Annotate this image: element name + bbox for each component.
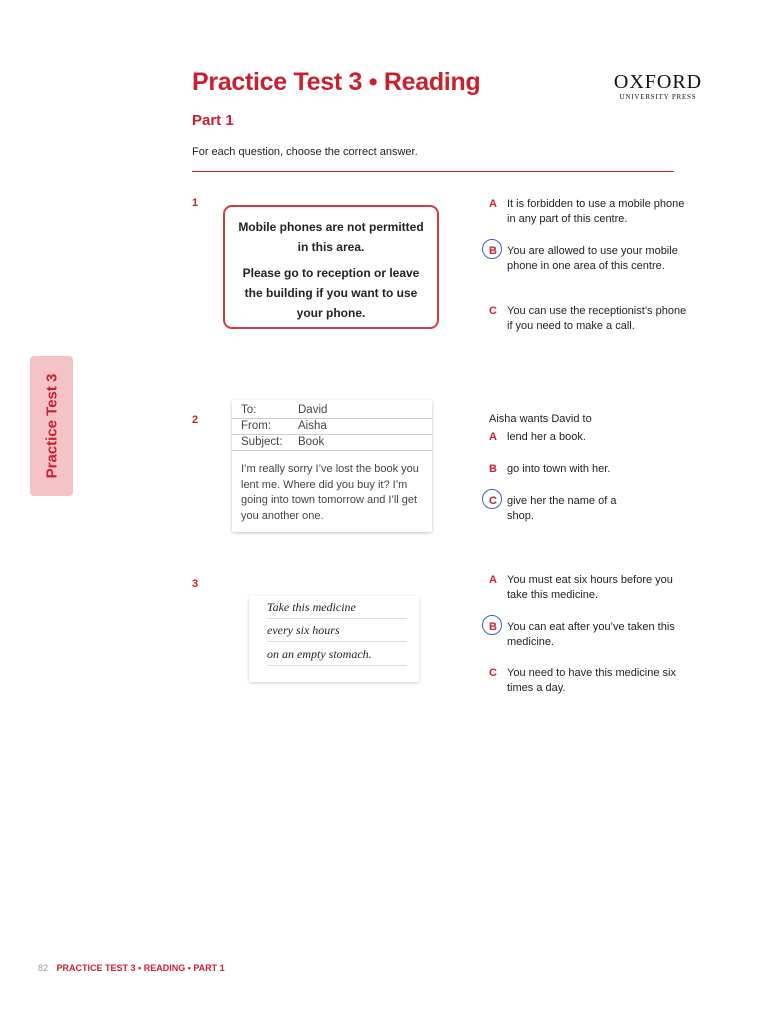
- instructions: For each question, choose the correct answer.: [192, 146, 418, 158]
- q3-option-b[interactable]: [489, 620, 689, 650]
- option-letter: A: [489, 431, 497, 443]
- q1-option-b[interactable]: [489, 244, 689, 274]
- side-tab-label: Practice Test 3: [43, 373, 61, 479]
- email-to-row: [232, 403, 432, 419]
- oxford-logo: [610, 72, 706, 102]
- q3-option-a[interactable]: [489, 573, 689, 603]
- question-number-2: 2: [192, 414, 199, 426]
- logo-sub-text: UNIVERSITY PRESS: [619, 93, 697, 101]
- notice-sign: [223, 205, 439, 329]
- part-heading: Part 1: [192, 112, 234, 129]
- notice-line-1: Mobile phones are not permitted in this area.: [238, 220, 424, 254]
- page-footer: [38, 963, 225, 973]
- q1-option-c[interactable]: [489, 304, 689, 334]
- email-to-label: To:: [241, 404, 257, 416]
- label-line-1: Take this medicine: [267, 600, 407, 619]
- question-number-3: 3: [192, 578, 199, 590]
- divider: [192, 171, 674, 172]
- page-number: 82: [38, 963, 49, 973]
- option-letter: B: [489, 245, 497, 257]
- q1-option-a[interactable]: [489, 197, 689, 227]
- option-text: You can use the receptionist’s phone if you need to make a call.: [507, 305, 687, 332]
- q2-option-a[interactable]: [489, 430, 689, 445]
- email-message: [232, 400, 432, 532]
- medicine-label: [249, 596, 419, 682]
- question-number-1: 1: [192, 197, 199, 209]
- q3-option-c[interactable]: [489, 666, 689, 696]
- email-subject-label: Subject:: [241, 436, 283, 448]
- option-letter: A: [489, 198, 497, 210]
- option-text: You can eat after you’ve taken this medicine.: [507, 621, 675, 648]
- option-letter: C: [489, 667, 497, 679]
- option-letter: B: [489, 621, 497, 633]
- logo-main-text: OXFORD: [613, 71, 703, 93]
- option-text: You are allowed to use your mobile phone in one area of this centre.: [507, 245, 678, 272]
- email-from-row: [232, 419, 432, 435]
- option-text: go into town with her.: [507, 463, 611, 475]
- option-letter: C: [489, 495, 497, 507]
- option-text: give her the name of a shop.: [507, 495, 617, 522]
- option-text: You need to have this medicine six times a day.: [507, 667, 676, 694]
- option-text: It is forbidden to use a mobile phone in any part of this centre.: [507, 198, 685, 225]
- q2-option-c[interactable]: [489, 494, 639, 524]
- option-letter: A: [489, 574, 497, 586]
- q2-stem: Aisha wants David to: [489, 413, 592, 425]
- page-title: Practice Test 3 • Reading: [192, 68, 481, 96]
- notice-line-2: Please go to reception or leave the building if you want to use your phone.: [242, 266, 420, 320]
- email-to-value: David: [298, 404, 328, 416]
- q2-option-b[interactable]: [489, 462, 689, 477]
- email-body: I’m really sorry I’ve lost the book you lent me. Where did you buy it? I’m going into town tomorrow and I’ll get you another one.: [241, 463, 419, 522]
- email-from-label: From:: [241, 420, 272, 432]
- label-line-3: on an empty stomach.: [267, 647, 407, 666]
- option-text: You must eat six hours before you take this medicine.: [507, 574, 673, 601]
- label-line-2: every six hours: [267, 623, 407, 642]
- option-letter: B: [489, 463, 497, 475]
- email-from-value: Aisha: [298, 420, 327, 432]
- email-subject-row: [232, 435, 432, 451]
- footer-text: PRACTICE TEST 3 • READING • PART 1: [56, 963, 225, 973]
- email-subject-value: Book: [298, 436, 325, 448]
- option-text: lend her a book.: [507, 431, 586, 443]
- option-letter: C: [489, 305, 497, 317]
